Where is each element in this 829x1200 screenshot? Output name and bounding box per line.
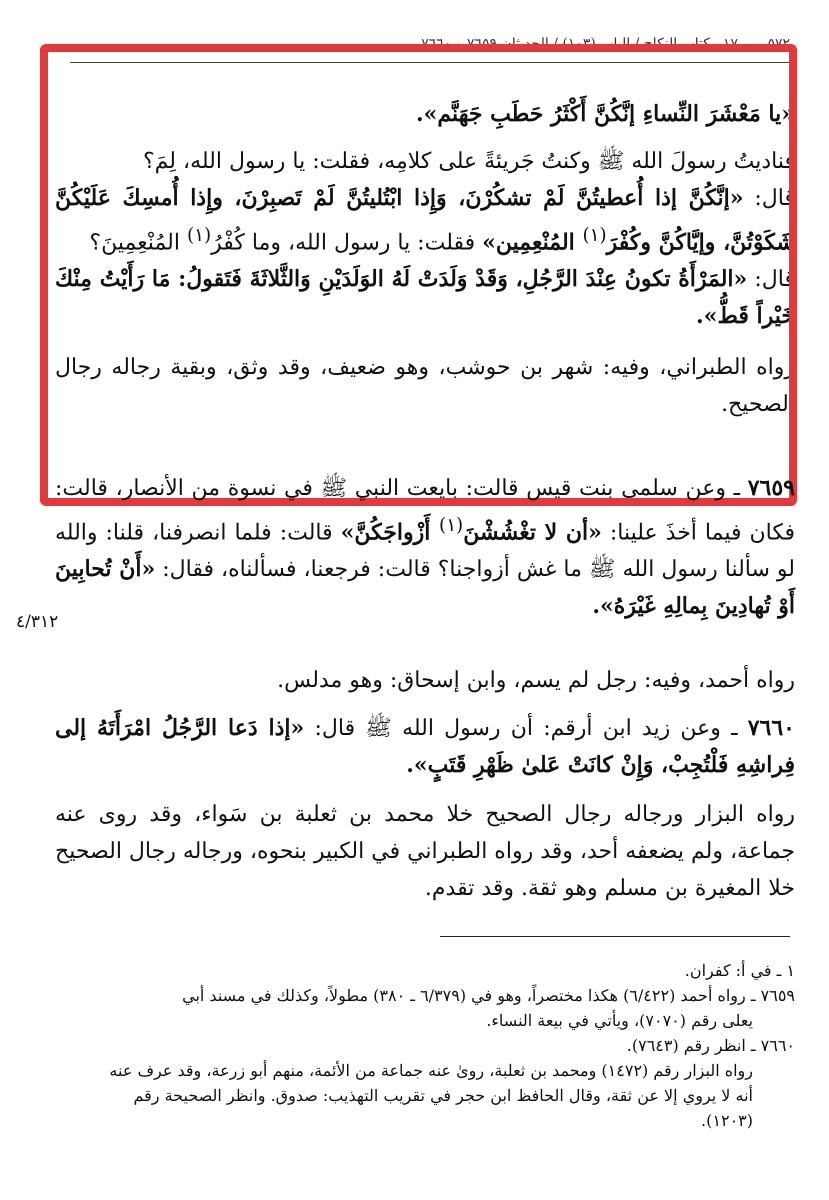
footnote-ref: (١)	[582, 225, 607, 246]
hadith-7659-paragraph: ٧٦٥٩ ـ وعن سلمى بنت قيس قالت: بايعت النبي ﷺ في نسوة من الأنصار، قالت: فكان فيما أخذَ علينا: «أن لا تغْشُشْنَ$^{(١)}$ أَزْواجَكُنَّ» قالت: فلما انصرفنا، قلنا: والله لو سألنا رسول الله ﷺ ما غش أزواجنا؟ قالت: فرجعنا، فسألناه، فقال: «أَنْ تُحابِينَ أَوْ تُهادِينَ بِمالِهِ غَيْرَهُ».	[55, 475, 796, 620]
footnote-7660-detail: رواه البزار رقم (١٤٧٢) ومحمد بن ثعلبة، روىٰ عنه جماعة من الأئمة، منهم أبو زرعة، وقد عرف عنه	[109, 1061, 753, 1080]
source-note-paragraph: رواه البزار ورجاله رجال الصحيح خلا محمد بن ثعلبة بن سَواء، وقد روى عنه جماعة، ولم يضعفه أحد، وقد رواه الطبراني في الكبير بنحوه، ورجاله رجال الصحيح خلا المغيرة بن مسلم وهو ثقة. وقد تقدم.	[55, 802, 795, 901]
hadith-7660	[55, 710, 795, 907]
highlighted-passage	[55, 96, 795, 423]
running-header: ٥٧٢ ـــــ ١٧ ـ كتاب النكاح / الباب (١٠٣) / الحديثان ٧٦٥٩ و ٧٦٦٠	[70, 36, 790, 63]
hadith-7660-paragraph: ٧٦٦٠ ـ وعن زيد ابن أرقم: أن رسول الله ﷺ قال: «إذا دَعا الرَّجُلُ امْرَأَتَهُ إلى فِراشِهِ فَلْتُجِبْ، وَإِنْ كانَتْ عَلىٰ ظَهْرِ قَتَبٍ».	[55, 715, 795, 778]
source-note-paragraph: رواه أحمد، وفيه: رجل لم يسم، وابن إسحاق: وهو مدلس.	[277, 668, 795, 693]
footnote-separator	[440, 936, 790, 937]
narration-paragraph: فناديتُ رسولَ الله ﷺ وكنتُ جَريئةً على كلامِه، فقلت: يا رسول الله، لِمَ؟ قال: «إنَّكُنَّ إذا أُعطيتُنَّ لَمْ تشكُرْنَ، وَإِذا ابْتُليتُنَّ لَمْ تَصبِرْنَ، وإِذا أُمسِكَ عَلَيْكُنَّ شَكَوْتُنَّ، وإيَّاكُنَّ وكُفْرَ$^{(١)}$ المُنْعِمِين» فقلت: يا رسول الله، وما كُفْرُ$^{(١)}$ المُنْعِمِينَ؟ قال: «المَرْأَةُ تكونُ عِنْدَ الرَّجُلِ، وَقَدْ وَلَدَتْ لَهُ الوَلَدَيْنِ وَالثَّلاثَةَ فَتَقولُ: مَا رَأَيْتُ مِنْكَ خَيْراً قَطُّ».	[55, 149, 796, 330]
footnote-7659: ٧٦٥٩ ـ رواه أحمد (٦/٤٢٢) هكذا مختصراً، وهو في (٦/٣٧٩ ـ ٣٨٠) مطولاً، وكذلك في مسند أبي	[182, 986, 795, 1005]
hadith-quote-line: «يا مَعْشَرَ النِّساءِ إنَّكُنَّ أَكْثَرُ حَطَبِ جَهَنَّم».	[416, 101, 795, 127]
hadith-7659	[55, 470, 795, 625]
footnote-1: ١ ـ في أ: كفران.	[684, 961, 795, 980]
hadith-7659-source	[55, 662, 795, 699]
margin-reference: ٤/٣١٢	[16, 612, 59, 632]
footnote-ref: (١)	[439, 515, 464, 536]
footnotes	[60, 958, 795, 1133]
source-note-paragraph: رواه الطبراني، وفيه: شهر بن حوشب، وهو ضعيف، وقد وثق، وبقية رجاله رجال الصحيح.	[55, 355, 795, 418]
footnote-7660-detail-end: (١٢٠٣).	[701, 1111, 753, 1130]
footnote-7660: ٧٦٦٠ ـ انظر رقم (٧٦٤٣).	[626, 1036, 795, 1055]
footnote-ref: (١)	[186, 225, 212, 246]
footnote-7659-cont: يعلى رقم (٧٠٧٠)، ويأتي في بيعة النساء.	[486, 1011, 753, 1030]
footnote-7660-detail-cont: أنه لا يروي إلا عن ثقة، وقال الحافظ ابن حجر في تقريب التهذيب: صدوق. وانظر الصحيحة رقم	[133, 1086, 753, 1105]
